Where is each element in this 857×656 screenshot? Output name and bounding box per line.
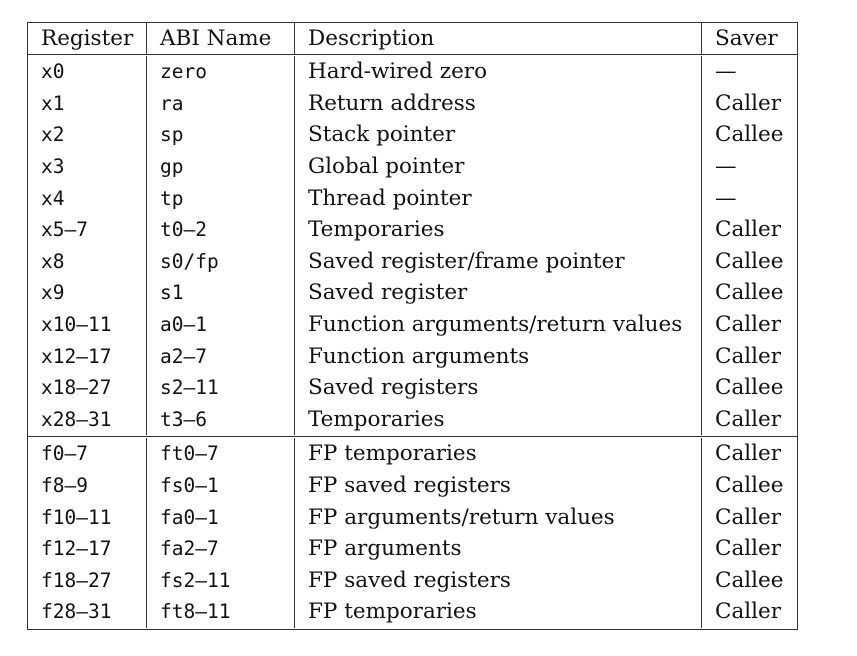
table-row bbox=[28, 470, 797, 502]
abi-name-cell: ra bbox=[147, 88, 295, 120]
abi-name-cell: sp bbox=[147, 119, 295, 151]
register-cell: f10–11 bbox=[28, 501, 147, 533]
abi-name-cell: s1 bbox=[147, 277, 295, 309]
abi-name-cell: fs2–11 bbox=[147, 565, 295, 597]
description-cell: Saved register/frame pointer bbox=[295, 246, 702, 278]
abi-name-cell: fa2–7 bbox=[147, 533, 295, 565]
register-cell: x28–31 bbox=[28, 404, 147, 436]
fp-register-group bbox=[28, 436, 797, 629]
saver-cell: Caller bbox=[715, 536, 782, 562]
register-cell: x4 bbox=[28, 182, 147, 214]
description-cell: FP saved registers bbox=[295, 470, 702, 502]
description-cell: FP temporaries bbox=[295, 596, 702, 628]
table-row bbox=[28, 501, 797, 533]
table-row bbox=[28, 309, 797, 341]
table-row bbox=[28, 214, 797, 246]
saver-cell: Caller bbox=[715, 441, 782, 467]
abi-name-cell: s2–11 bbox=[147, 372, 295, 404]
description-cell: Temporaries bbox=[295, 404, 702, 436]
table-row bbox=[28, 596, 797, 628]
description-cell: FP saved registers bbox=[295, 565, 702, 597]
saver-cell: — bbox=[715, 185, 737, 211]
table-row bbox=[28, 533, 797, 565]
description-cell: Saved registers bbox=[295, 372, 702, 404]
register-cell: x3 bbox=[28, 151, 147, 183]
table-row bbox=[28, 246, 797, 278]
table-row bbox=[28, 182, 797, 214]
register-cell: x2 bbox=[28, 119, 147, 151]
table-row bbox=[28, 404, 797, 436]
saver-cell: Caller bbox=[715, 90, 782, 116]
saver-cell: Callee bbox=[715, 375, 784, 401]
description-cell: Function arguments/return values bbox=[295, 309, 702, 341]
abi-name-cell: t3–6 bbox=[147, 404, 295, 436]
register-cell: x8 bbox=[28, 246, 147, 278]
saver-cell: Callee bbox=[715, 248, 784, 274]
saver-cell: Caller bbox=[715, 599, 782, 625]
saver-cell: — bbox=[715, 59, 737, 85]
header-description: Description bbox=[295, 23, 702, 54]
table-row bbox=[28, 277, 797, 309]
saver-cell: Callee bbox=[715, 473, 784, 499]
register-cell: f0–7 bbox=[28, 438, 147, 470]
description-cell: Thread pointer bbox=[295, 182, 702, 214]
description-cell: Stack pointer bbox=[295, 119, 702, 151]
register-cell: f28–31 bbox=[28, 596, 147, 628]
register-cell: x12–17 bbox=[28, 340, 147, 372]
register-cell: x10–11 bbox=[28, 309, 147, 341]
abi-name-cell: ft0–7 bbox=[147, 438, 295, 470]
saver-cell: Caller bbox=[715, 504, 782, 530]
table-row bbox=[28, 372, 797, 404]
abi-name-cell: zero bbox=[147, 56, 295, 88]
register-cell: x1 bbox=[28, 88, 147, 120]
table-row bbox=[28, 119, 797, 151]
abi-name-cell: fa0–1 bbox=[147, 501, 295, 533]
abi-name-cell: t0–2 bbox=[147, 214, 295, 246]
description-cell: FP temporaries bbox=[295, 438, 702, 470]
saver-cell: Callee bbox=[715, 122, 784, 148]
register-cell: x9 bbox=[28, 277, 147, 309]
integer-register-group bbox=[28, 55, 797, 436]
table-row bbox=[28, 340, 797, 372]
saver-cell: Caller bbox=[715, 217, 782, 243]
description-cell: FP arguments/return values bbox=[295, 501, 702, 533]
description-cell: Global pointer bbox=[295, 151, 702, 183]
register-cell: x5–7 bbox=[28, 214, 147, 246]
table-row bbox=[28, 56, 797, 88]
description-cell: Temporaries bbox=[295, 214, 702, 246]
register-cell: x18–27 bbox=[28, 372, 147, 404]
table-header-row bbox=[28, 23, 797, 55]
description-cell: Saved register bbox=[295, 277, 702, 309]
saver-cell: Caller bbox=[715, 406, 782, 432]
abi-name-cell: fs0–1 bbox=[147, 470, 295, 502]
abi-name-cell: ft8–11 bbox=[147, 596, 295, 628]
header-abi-name: ABI Name bbox=[147, 23, 295, 54]
saver-cell: Caller bbox=[715, 312, 782, 338]
description-cell: Function arguments bbox=[295, 340, 702, 372]
table-row bbox=[28, 88, 797, 120]
register-cell: f12–17 bbox=[28, 533, 147, 565]
abi-name-cell: s0/fp bbox=[147, 246, 295, 278]
register-cell: x0 bbox=[28, 56, 147, 88]
abi-name-cell: a0–1 bbox=[147, 309, 295, 341]
abi-name-cell: a2–7 bbox=[147, 340, 295, 372]
abi-name-cell: tp bbox=[147, 182, 295, 214]
saver-cell: — bbox=[715, 154, 737, 180]
table-row bbox=[28, 438, 797, 470]
saver-cell: Caller bbox=[715, 343, 782, 369]
table-row bbox=[28, 151, 797, 183]
description-cell: Hard-wired zero bbox=[295, 56, 702, 88]
description-cell: FP arguments bbox=[295, 533, 702, 565]
saver-cell: Callee bbox=[715, 280, 784, 306]
register-cell: f18–27 bbox=[28, 565, 147, 597]
register-cell: f8–9 bbox=[28, 470, 147, 502]
description-cell: Return address bbox=[295, 88, 702, 120]
table-row bbox=[28, 565, 797, 597]
header-saver: Saver bbox=[715, 26, 778, 51]
saver-cell: Callee bbox=[715, 567, 784, 593]
header-register: Register bbox=[28, 23, 147, 54]
register-table bbox=[27, 22, 798, 630]
abi-name-cell: gp bbox=[147, 151, 295, 183]
